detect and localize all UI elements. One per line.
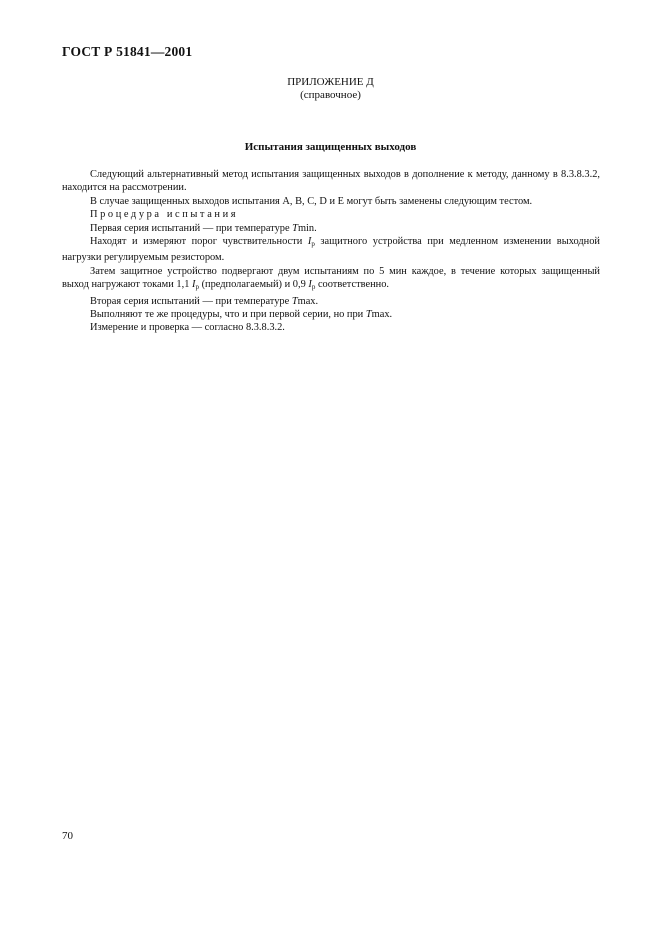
p8-symbol: T: [365, 309, 372, 321]
p4-tail: min.: [297, 222, 317, 234]
appendix-heading: [0, 76, 661, 102]
paragraph-procedure-heading: Процедура испытания: [90, 209, 239, 221]
document-body: [62, 168, 600, 335]
p6-subscript-2: p: [311, 283, 316, 292]
appendix-type: (справочное): [300, 89, 361, 101]
paragraph-5: [62, 235, 600, 265]
paragraph-2: В случае защищенных выходов испытания A, B, C, D и E могут быть заменены следующим тестом.: [90, 195, 533, 207]
p5-text-b: защитного устройства при медленном изменении выходной нагрузки регулируемым резистором.: [62, 236, 600, 264]
p7-symbol: T: [291, 295, 298, 307]
section-title: Испытания защищенных выходов: [244, 141, 417, 153]
paragraph-4: [62, 222, 600, 235]
p6-text-b: (предполагаемый) и 0,9: [198, 279, 309, 291]
p4-text: Первая серия испытаний — при температуре: [90, 222, 293, 234]
p6-symbol-2: I: [308, 279, 312, 291]
document-id: ГОСТ Р 51841—2001: [62, 44, 193, 59]
paragraph-8: [62, 308, 600, 321]
p6-subscript-1: p: [195, 283, 199, 292]
p5-subscript: p: [311, 240, 315, 249]
p8-tail: max.: [371, 309, 393, 321]
p6-text-a: Затем защитное устройство подвергают двум испытаниям по 5 мин каждое, в течение которых защищенный выход нагружают токами 1,1: [62, 265, 600, 291]
p4-symbol: T: [292, 222, 298, 234]
p5-symbol: I: [307, 236, 312, 248]
paragraph-1: Следующий альтернативный метод испытания защищенных выходов в дополнение к методу, данному в 8.3.8.3.2, находится на рассмотрении.: [62, 169, 600, 194]
p6-symbol-1: I: [192, 279, 196, 291]
p8-text: Выполняют те же процедуры, что и при первой серии, но при: [90, 309, 366, 321]
p5-text-a: Находят и измеряют порог чувствительности: [90, 236, 308, 248]
p7-tail: max.: [297, 295, 319, 307]
p7-text: Вторая серия испытаний — при температуре: [90, 295, 292, 307]
paragraph-7: [62, 295, 600, 308]
page-number: 70: [62, 830, 73, 842]
paragraph-6: [62, 265, 600, 295]
appendix-title: ПРИЛОЖЕНИЕ Д: [287, 76, 374, 88]
paragraph-9: Измерение и проверка — согласно 8.3.8.3.2.: [90, 322, 285, 334]
p6-text-c: соответственно.: [315, 279, 389, 291]
